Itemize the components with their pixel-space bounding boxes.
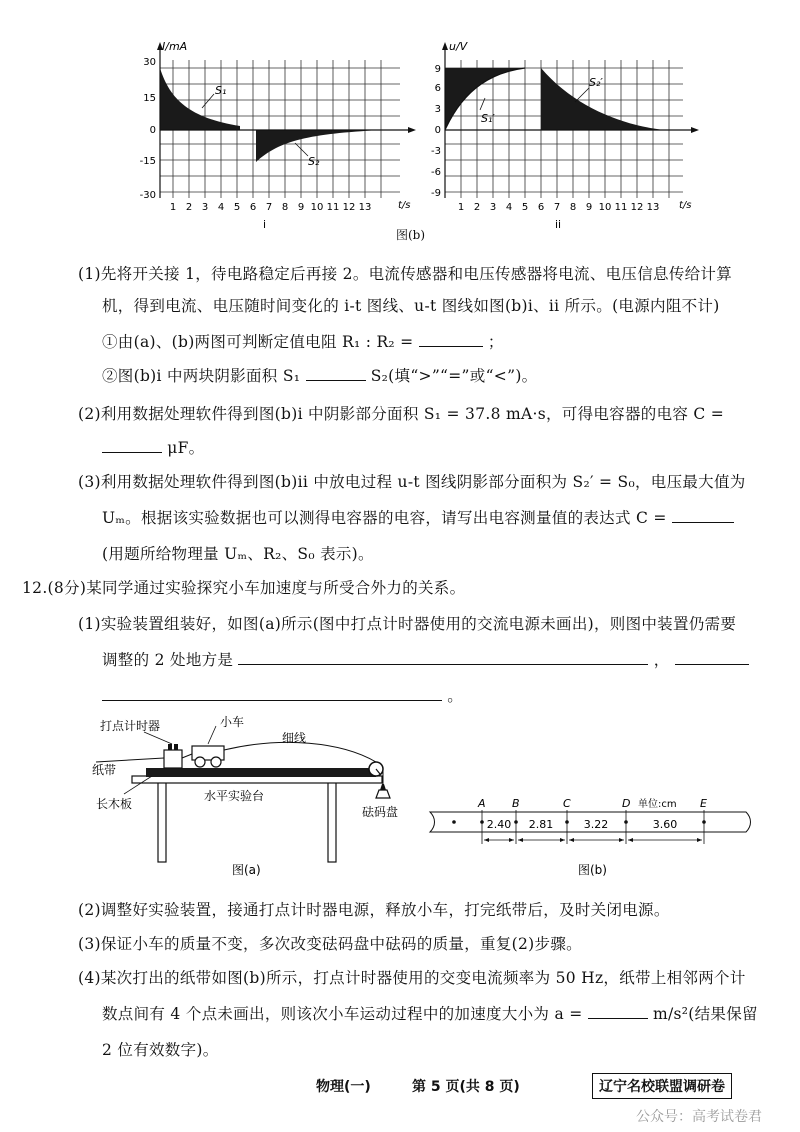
q1c-end: ； [487, 333, 504, 351]
y-tick: -6 [431, 167, 441, 178]
x-tick: 5 [521, 202, 529, 213]
x-tick: 12 [630, 202, 644, 213]
x-tick: 4 [505, 202, 513, 213]
q12-4b-unit: m/s²(结果保留 [652, 1005, 758, 1023]
y-tick: 0 [149, 125, 156, 136]
area-label-s2p: S₂′ [589, 76, 603, 89]
q3-line-1: (3)利用数据处理软件得到图(b)ii 中放电过程 u-t 图线阴影部分面积为 S₂′ = S₀，电压最大值为 [78, 473, 746, 491]
q12-1b-text: 调整的 2 处地方是 [102, 651, 234, 669]
area-label-s1: S₁ [215, 84, 227, 97]
x-tick: 11 [614, 202, 628, 213]
axis-y-label: u/V [449, 40, 468, 53]
q1-line-1: (1)先将开关接 1，待电路稳定后再接 2。电流传感器和电压传感器将电流、电压信息传给计算 [78, 265, 733, 283]
graph-i [130, 38, 420, 238]
q2-line-1: (2)利用数据处理软件得到图(b)i 中阴影部分面积 S₁ = 37.8 mA·s，可得电容器的电容 C = [78, 405, 725, 423]
q1-line-3 [102, 330, 504, 352]
x-tick: 13 [358, 202, 372, 213]
distance-de: 3.60 [652, 818, 678, 831]
footer-stamp: 辽宁名校联盟调研卷 [592, 1073, 732, 1099]
distance-ab: 2.40 [486, 818, 512, 831]
y-tick: -30 [139, 190, 156, 201]
x-tick: 3 [201, 202, 209, 213]
answer-blank-ratio[interactable] [419, 332, 483, 347]
q12-4b-text: 数点间有 4 个点未画出，则该次小车运动过程中的加速度大小为 a = [102, 1005, 583, 1023]
y-tick: 9 [434, 64, 441, 75]
q2-line-2 [102, 436, 204, 458]
x-tick: 1 [169, 202, 177, 213]
area-label-s1p: S₁′ [481, 112, 495, 125]
point-label-b: B [512, 797, 520, 810]
x-tick: 11 [326, 202, 340, 213]
footer-page: 第 5 页(共 8 页) [412, 1079, 520, 1095]
x-tick: 7 [265, 202, 273, 213]
q3-line-3: (用题所给物理量 Uₘ、R₂、S₀ 表示)。 [102, 545, 374, 563]
q12-1b-comma: ， [653, 651, 670, 669]
x-tick: 9 [297, 202, 305, 213]
footer-subject: 物理(一) [316, 1079, 371, 1095]
label-string: 细线 [282, 731, 307, 745]
answer-blank-acceleration[interactable] [588, 1004, 648, 1019]
figure-a-apparatus [92, 712, 422, 882]
label-pan: 砝码盘 [362, 805, 399, 819]
x-tick: 2 [185, 202, 193, 213]
y-tick: -9 [431, 188, 441, 199]
watermark: 公众号：高考试卷君 [636, 1109, 762, 1125]
x-tick: 10 [310, 202, 324, 213]
answer-blank-adjust-2b[interactable] [102, 686, 442, 701]
y-tick: 0 [434, 125, 441, 136]
point-label-d: D [622, 797, 631, 810]
label-timer: 打点计时器 [100, 719, 161, 733]
y-tick: -3 [431, 146, 441, 157]
axis-y-label: I/mA [162, 40, 188, 53]
q12-1-line-1: (1)实验装置组装好，如图(a)所示(图中打点计时器使用的交流电源未画出)，则图中装置仍需要 [78, 615, 737, 633]
q12-3: (3)保证小车的质量不变，多次改变砝码盘中砝码的质量，重复(2)步骤。 [78, 935, 582, 953]
q1d-end: S₂(填“>”“=”或“<”)。 [370, 367, 538, 385]
x-tick: 2 [473, 202, 481, 213]
answer-blank-expression[interactable] [672, 508, 734, 523]
y-tick: 30 [143, 57, 156, 68]
distance-bc: 2.81 [528, 818, 554, 831]
answer-blank-compare[interactable] [306, 366, 366, 381]
unit-label: 单位:cm [638, 799, 677, 810]
x-tick: 5 [233, 202, 241, 213]
x-tick: 4 [217, 202, 225, 213]
area-label-s2: S₂ [308, 155, 320, 168]
y-tick: 15 [143, 93, 156, 104]
label-board: 长木板 [96, 797, 133, 811]
point-label-c: C [563, 797, 571, 810]
graph-caption: i [263, 218, 267, 231]
x-tick: 6 [537, 202, 545, 213]
x-tick: 9 [585, 202, 593, 213]
q12-4-line-3: 2 位有效数字)。 [102, 1041, 219, 1059]
label-cart: 小车 [220, 715, 245, 729]
axis-x-label: t/s [398, 200, 411, 211]
x-tick: 7 [553, 202, 561, 213]
label-tape: 纸带 [92, 763, 117, 777]
label-table: 水平实验台 [204, 789, 265, 803]
axis-x-label: t/s [679, 200, 692, 211]
figure-b-tape [428, 796, 758, 880]
graph-caption: ii [555, 218, 562, 231]
y-tick: -15 [139, 156, 156, 167]
q1d-text: ②图(b)i 中两块阴影面积 S₁ [102, 367, 301, 385]
q3b-text: Uₘ。根据该实验数据也可以测得电容器的电容，请写出电容测量值的表达式 C = [102, 509, 667, 527]
x-tick: 6 [249, 202, 257, 213]
x-tick: 12 [342, 202, 356, 213]
y-tick: 3 [434, 104, 441, 115]
answer-blank-adjust-2a[interactable] [675, 650, 749, 665]
answer-blank-adjust-1[interactable] [238, 650, 648, 665]
figure-b-label: 图(b) [396, 228, 426, 242]
answer-blank-capacitance[interactable] [102, 438, 162, 453]
q12-2: (2)调整好实验装置，接通打点计时器电源，释放小车，打完纸带后，及时关闭电源。 [78, 901, 670, 919]
q1-line-4 [102, 364, 537, 386]
y-tick: 6 [434, 83, 441, 94]
graph-ii [425, 38, 705, 238]
q12-1c-end: 。 [447, 687, 464, 705]
x-tick: 1 [457, 202, 465, 213]
q2b-unit: μF。 [167, 439, 205, 457]
x-tick: 13 [646, 202, 660, 213]
point-label-e: E [700, 797, 707, 810]
q12-title: 12.(8分)某同学通过实验探究小车加速度与所受合外力的关系。 [22, 579, 466, 597]
q12-1-line-2 [102, 648, 749, 670]
q1c-text: ①由(a)、(b)两图可判断定值电阻 R₁ : R₂ = [102, 333, 414, 351]
x-tick: 8 [569, 202, 577, 213]
q12-4-line-2 [102, 1002, 758, 1024]
figure-b-caption: 图(b) [578, 863, 607, 877]
q1-line-2: 机，得到电流、电压随时间变化的 i-t 图线、u-t 图线如图(b)i、ii 所示。(电源内阻不计) [102, 297, 720, 315]
q12-4-line-1: (4)某次打出的纸带如图(b)所示，打点计时器使用的交变电流频率为 50 Hz，纸带上相邻两个计 [78, 969, 746, 987]
q3-line-2 [102, 506, 734, 528]
x-tick: 3 [489, 202, 497, 213]
point-label-a: A [478, 797, 486, 810]
x-tick: 10 [598, 202, 612, 213]
q12-1-line-3 [102, 684, 463, 706]
x-tick: 8 [281, 202, 289, 213]
distance-cd: 3.22 [583, 818, 609, 831]
figure-a-caption: 图(a) [232, 863, 261, 877]
